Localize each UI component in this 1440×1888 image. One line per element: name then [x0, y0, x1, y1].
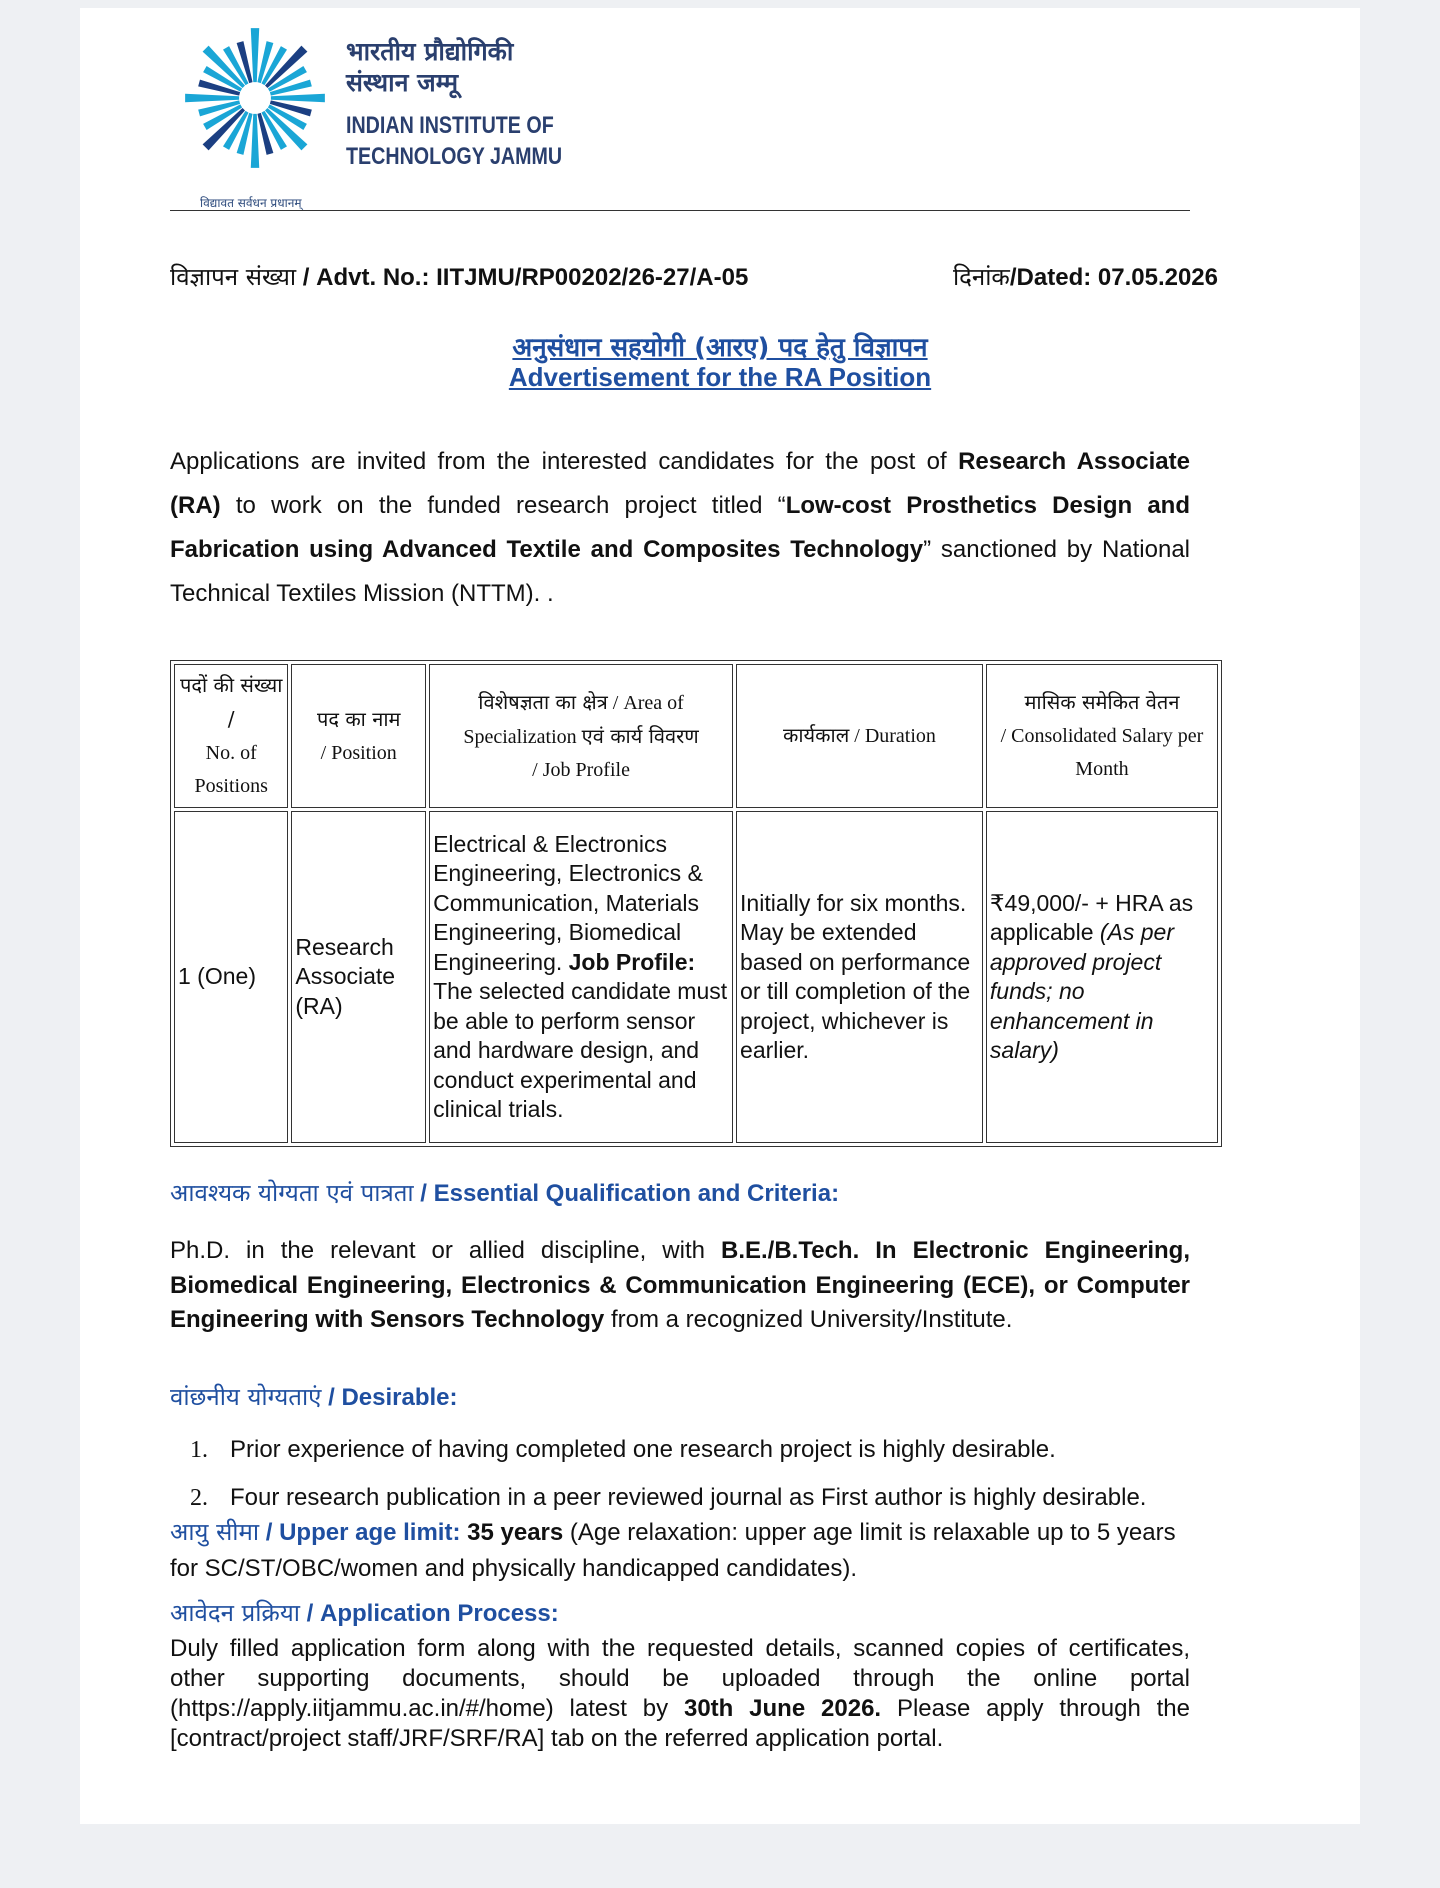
cell-duration: Initially for six months. May be extended based on performance or till completion of the project, whichever is earlier. [736, 811, 983, 1143]
application-process-text: Duly filled application form along with the requested details, scanned copies of certificates, other supporting documents, should be uploaded through the online portal (https://apply.iitjammu.ac.in/#/home) latest by 30th June 2026. Please apply through the [contract/project staff/JRF/SRF/RA] tab on the referred application portal. [170, 1635, 1191, 1752]
header-position: पद का नाम / Position [291, 664, 426, 808]
cell-area: Electrical & Electronics Engineering, Electronics & Communication, Materials Engineering, Biomedical Engineering. Job Profile: The selected candidate must be able to perform sensor and hardware design, and conduct experimental and clinical trials. [429, 811, 733, 1143]
header-no-of-positions: पदों की संख्या / No. of Positions [174, 664, 288, 808]
essential-qualification-text: Ph.D. in the relevant or allied discipline, with B.E./B.Tech. In Electronic Engineering, Biomedical Engineering, Electronics & Communication Engineering (ECE), or Computer Engineering with Sensors Technology from a recognized University/Institute. [170, 1237, 1190, 1333]
logo-ray [271, 94, 325, 102]
essential-qualification-heading: आवश्यक योग्यता एवं पात्रता / Essential Qualification and Criteria: [170, 1179, 840, 1207]
upper-age-limit: आयु सीमा / Upper age limit: 35 years (Age relaxation: upper age limit is relaxable up to 5 years for SC/ST/OBC/women and physically handicapped candidates). [170, 1518, 1176, 1582]
title-english: Advertisement for the RA Position [508, 362, 932, 392]
intro-paragraph: Applications are invited from the interested candidates for the post of Research Associate (RA) to work on the funded research project titled “Low-cost Prosthetics Design and Fabrication using Advanced Textile and Composites Technology” sanctioned by National Technical Textiles Mission (NTTM). . [170, 448, 1191, 607]
cell-position: Research Associate (RA) [291, 811, 426, 1143]
institute-name-english: INDIAN INSTITUTE OF TECHNOLOGY JAMMU [346, 112, 563, 170]
iit-jammu-logo-icon [180, 20, 330, 170]
cell-salary: ₹49,000/- + HRA as applicable (As per approved project funds; no enhancement in salary) [986, 811, 1218, 1143]
position-table [170, 660, 1222, 1147]
desirable-heading: वांछनीय योग्यताएं / Desirable: [170, 1383, 458, 1411]
cell-positions: 1 (One) [174, 811, 288, 1143]
institute-name-hindi: भारतीय प्रौद्योगिकी संस्थान जम्मू [346, 37, 514, 97]
header-duration: कार्यकाल / Duration [736, 664, 983, 808]
logo-motto: विद्यावत सर्वधन प्रधानम् [200, 196, 302, 210]
list-item: 1. Prior experience of having completed one research project is highly desirable. [190, 1436, 1056, 1463]
desirable-list [190, 1426, 1146, 1522]
header-area-of-specialization: विशेषज्ञता का क्षेत्र / Area of Specialization एवं कार्य विवरण / Job Profile [429, 664, 733, 808]
table-row [174, 811, 1218, 1143]
application-process-heading: आवेदन प्रक्रिया / Application Process: [170, 1599, 559, 1627]
logo-ray [185, 94, 239, 102]
header-salary: मासिक समेकित वेतन / Consolidated Salary per Month [986, 664, 1218, 808]
logo-ray [251, 28, 259, 82]
header-divider [170, 210, 1190, 211]
advertisement-number: विज्ञापन संख्या / Advt. No.: IITJMU/RP00202/26-27/A-05 [170, 263, 749, 291]
advertisement-date: दिनांक/Dated: 07.05.2026 [952, 263, 1218, 291]
logo-ray [251, 114, 259, 168]
list-item: 2. Four research publication in a peer reviewed journal as First author is highly desirable. [190, 1484, 1147, 1511]
table-header-row [174, 664, 1218, 808]
title-hindi: अनुसंधान सहयोगी (आरए) पद हेतु विज्ञापन [512, 333, 928, 363]
advertisement-page [80, 8, 1360, 1824]
